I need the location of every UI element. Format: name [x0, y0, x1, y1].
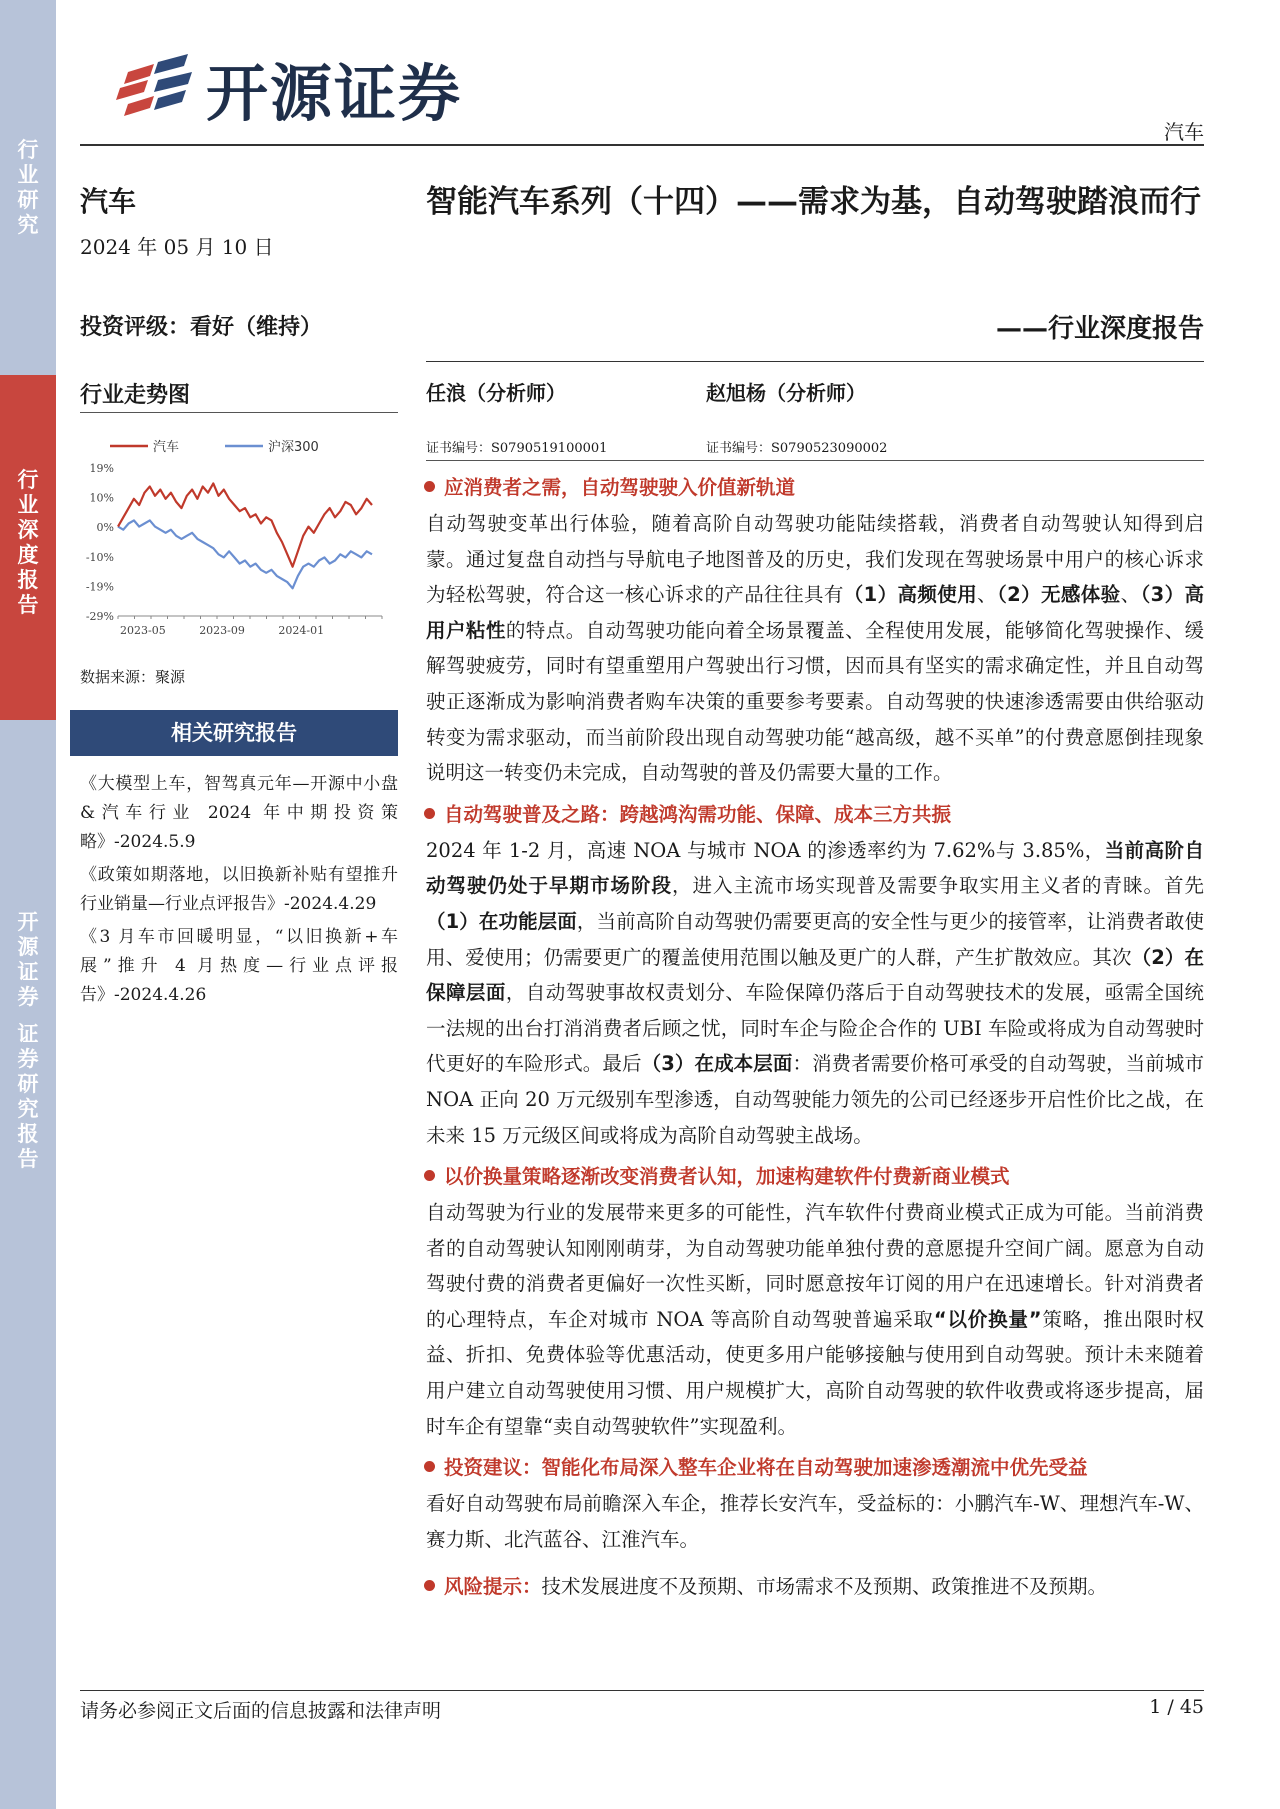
- bullet-icon: [424, 1580, 435, 1591]
- related-report-link[interactable]: 《3 月车市回暖明显，“以旧换新+车展”推升 4 月热度—行业点评报告》-2024.4.26: [80, 927, 398, 1005]
- footer-disclaimer: 请务必参阅正文后面的信息披露和法律声明: [80, 1700, 442, 1722]
- related-report-link[interactable]: 《大模型上车，智驾真元年—开源中小盘 &汽车行业 2024 年中期投资策略》-2024.5.9: [80, 774, 398, 852]
- bullet-icon: [424, 808, 435, 819]
- brand-name: 开源证券: [206, 57, 463, 130]
- section-body: 自动驾驶为行业的发展带来更多的可能性，汽车软件付费商业模式正成为可能。当前消费者的自动驾驶认知刚刚萌芽，为自动驾驶功能单独付费的意愿提升空间广阔。愿意为自动驾驶付费的消费者更偏好一次性买断，同时愿意按年订阅的用户在迅速增长。针对消费者的心理特点，车企对城市 NOA 等高阶自动驾驶普遍采取“以价换量”策略，推出限时权益、折扣、免费体验等优惠活动，使更多用户能够接触与使用到自动驾驶。预计未来随着用户建立自动驾驶使用习惯、用户规模扩大，高阶自动驾驶的软件收费或将逐步提高，届时车企有望靠“卖自动驾驶软件”实现盈利。: [426, 1201, 1204, 1438]
- related-reports-title: 相关研究报告: [70, 710, 398, 756]
- analyst-rule: [426, 460, 1204, 461]
- analyst-cert: 证书编号：S0790523090002: [706, 441, 888, 456]
- side-label-deep-report: 行 业 深 度 报 告: [17, 468, 39, 617]
- chart-source: 数据来源：聚源: [80, 668, 186, 686]
- section-heading: 以价换量策略逐渐改变消费者认知，加速构建软件付费新商业模式: [426, 1159, 1204, 1195]
- side-label-securities-report: 开 源 证 券 证 券 研 究 报 告: [17, 910, 39, 1171]
- side-label-industry-research: 行 业 研 究: [17, 138, 39, 237]
- section-body: 看好自动驾驶布局前瞻深入车企，推荐长安汽车，受益标的：小鹏汽车-W、理想汽车-W、赛力斯、北汽蓝谷、江淮汽车。: [426, 1492, 1204, 1551]
- report-title: 智能汽车系列（十四）——需求为基，自动驾驶踏浪而行: [426, 184, 1201, 220]
- trend-rule: [80, 412, 398, 413]
- bullet-icon: [424, 481, 435, 492]
- y-tick-label: -29%: [85, 610, 114, 623]
- page-number: 1 / 45: [1149, 1696, 1204, 1718]
- analyst-name: 任浪（分析师）: [426, 381, 566, 405]
- analyst-cert: 证书编号：S0790519100001: [426, 441, 608, 456]
- sector-label: 汽车: [80, 185, 137, 218]
- analyst-name: 赵旭杨（分析师）: [706, 381, 866, 405]
- trend-chart: [70, 430, 400, 650]
- header-tag: 汽车: [1164, 120, 1204, 144]
- title-rule: [426, 361, 1204, 362]
- bullet-icon: [424, 1170, 435, 1181]
- section-heading: 应消费者之需，自动驾驶驶入价值新轨道: [426, 470, 1204, 506]
- related-report-link[interactable]: 《政策如期落地，以旧换新补贴有望推升行业销量—行业点评报告》-2024.4.29: [80, 865, 398, 914]
- report-summary: [426, 470, 1204, 1611]
- series-line: [118, 520, 372, 588]
- brand-logo: [114, 44, 462, 133]
- section-body: 2024 年 1-2 月，高速 NOA 与城市 NOA 的渗透率约为 7.62%与 3.85%，当前高阶自动驾驶仍处于早期市场阶段，进入主流市场实现普及需要争取实用主义者的青睐。首先（1）在功能层面，当前高阶自动驾驶仍需要更高的安全性与更少的接管率，让消费者敢使用、爱使用；仍需要更广的覆盖使用范围以触及更广的人群，产生扩散效应。其次（2）在保障层面，自动驾驶事故权责划分、车险保障仍落后于自动驾驶技术的发展，亟需全国统一法规的出台打消消费者后顾之忧，同时车企与险企合作的 UBI 车险或将成为自动驾驶时代更好的车险形式。最后（3）在成本层面：消费者需要价格可承受的自动驾驶，当前城市 NOA 正向 20 万元级别车型渗透，自动驾驶能力领先的公司已经逐步开启性价比之战，在未来 15 万元级区间或将成为高阶自动驾驶主战场。: [426, 838, 1204, 1147]
- y-tick-label: 0%: [96, 521, 114, 535]
- section-heading: 投资建议：智能化布局深入整车企业将在自动驾驶加速渗透潮流中优先受益: [426, 1450, 1204, 1486]
- investment-rating: 投资评级：看好（维持）: [80, 315, 323, 340]
- y-tick-label: 19%: [89, 462, 114, 475]
- side-strip: [0, 0, 56, 1809]
- y-tick-label: -10%: [85, 550, 114, 564]
- series-line: [118, 483, 372, 566]
- logo-mark-icon: [114, 54, 198, 124]
- related-reports-list: [80, 770, 398, 1014]
- bullet-icon: [424, 1461, 435, 1472]
- header-rule: [80, 144, 1204, 146]
- legend-label: 沪深300: [268, 440, 319, 455]
- legend-label: 汽车: [153, 440, 180, 455]
- section-body: 自动驾驶变革出行体验，随着高阶自动驾驶功能陆续搭载，消费者自动驾驶认知得到启蒙。通过复盘自动挡与导航电子地图普及的历史，我们发现在驾驶场景中用户的核心诉求为轻松驾驶，符合这一核心诉求的产品往往具有（1）高频使用、（2）无感体验、（3）高用户粘性的特点。自动驾驶功能向着全场景覆盖、全程使用发展，能够简化驾驶操作、缓解驾驶疲劳，同时有望重塑用户驾驶出行习惯，因而具有坚实的需求确定性，并且自动驾驶正逐渐成为影响消费者购车决策的重要参考要素。自动驾驶的快速渗透需要由供给驱动转变为需求驱动，而当前阶段出现自动驾驶功能“越高级，越不买单”的付费意愿倒挂现象说明这一转变仍未完成，自动驾驶的普及仍需要大量的工作。: [426, 512, 1204, 785]
- y-tick-label: -19%: [85, 580, 114, 594]
- report-subtitle: ——行业深度报告: [995, 314, 1204, 344]
- x-tick-label: 2024-01: [278, 624, 325, 637]
- trend-chart-title: 行业走势图: [80, 383, 191, 408]
- x-tick-label: 2023-09: [199, 624, 245, 637]
- y-tick-label: 10%: [89, 491, 114, 505]
- footer-rule: [80, 1690, 1204, 1691]
- report-date: 2024 年 05 月 10 日: [80, 235, 274, 259]
- section-heading: 自动驾驶普及之路：跨越鸿沟需功能、保障、成本三方共振: [426, 797, 1204, 833]
- x-tick-label: 2023-05: [120, 624, 166, 637]
- risk-warning: 风险提示：技术发展进度不及预期、市场需求不及预期、政策推进不及预期。: [426, 1569, 1204, 1605]
